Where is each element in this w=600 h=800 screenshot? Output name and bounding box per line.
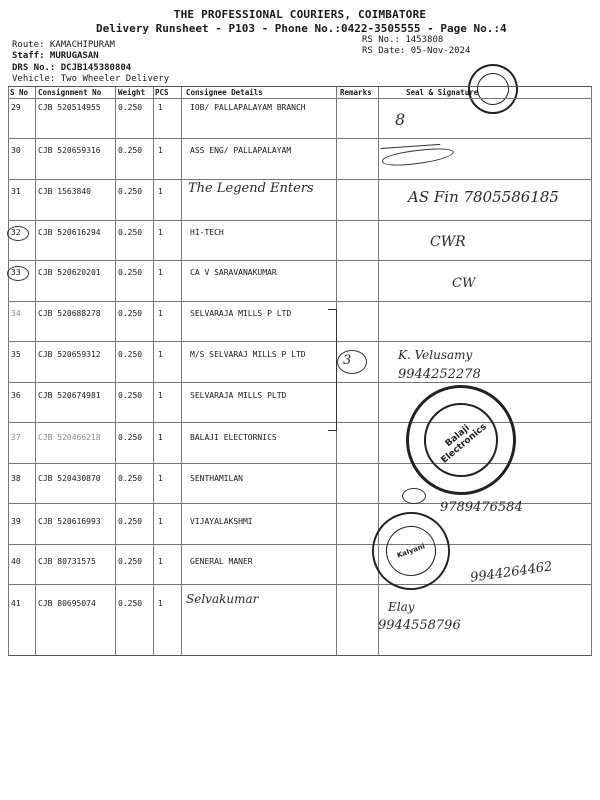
row-40-signature-phone: 9944264462 xyxy=(469,559,554,586)
row-34-consignee: SELVARAJA MILLS P LTD xyxy=(190,309,292,318)
row-34-weight: 0.250 xyxy=(118,309,143,318)
row-35-remark: 3 xyxy=(343,353,352,368)
row-33-consignment: CJB 520620201 xyxy=(38,268,101,277)
row-30-pcs: 1 xyxy=(158,146,163,155)
row-32-weight: 0.250 xyxy=(118,228,143,237)
balaji-stamp-text: Balaji Electronics xyxy=(439,422,489,466)
row-38-pcs: 1 xyxy=(158,474,163,483)
row-34-sno: 34 xyxy=(11,309,21,318)
row-31-sno: 31 xyxy=(11,187,21,196)
rs-date: RS Date: 05-Nov-2024 xyxy=(362,46,471,56)
row-37-weight: 0.250 xyxy=(118,433,143,442)
row-31-signature: AS Fin 7805586185 xyxy=(408,188,559,206)
row-41-signature-phone: 9944558796 xyxy=(378,618,461,633)
row-32-consignee: HI-TECH xyxy=(190,228,224,237)
row-29-remark-mark: 8 xyxy=(395,110,406,129)
col-consignee: Consignee Details xyxy=(186,88,263,97)
row-36-sno: 36 xyxy=(11,391,21,400)
row-41-pcs: 1 xyxy=(158,599,163,608)
row-39-pcs: 1 xyxy=(158,517,163,526)
row-40-weight: 0.250 xyxy=(118,557,143,566)
row-30-consignee: ASS ENG/ PALLAPALAYAM xyxy=(190,146,292,155)
row-38-signature-phone: 9789476584 xyxy=(440,500,523,515)
vehicle-label: Vehicle: Two Wheeler Delivery xyxy=(12,74,170,84)
row-36-weight: 0.250 xyxy=(118,391,143,400)
row-41-consignee-handwritten: Selvakumar xyxy=(186,592,259,606)
row-30-weight: 0.250 xyxy=(118,146,143,155)
row-35-consignee: M/S SELVARAJ MILLS P LTD xyxy=(190,350,306,359)
row-40-consignment: CJB 80731575 xyxy=(38,557,96,566)
drs-label: DRS No.: DCJB145380804 xyxy=(12,63,132,73)
row-32-sno: 32 xyxy=(11,228,21,237)
row-40-consignee: GENERAL MANER xyxy=(190,557,253,566)
row-29-consignee: IOB/ PALLAPALAYAM BRANCH xyxy=(190,103,306,112)
row-39-weight: 0.250 xyxy=(118,517,143,526)
row-37-sno: 37 xyxy=(11,433,21,442)
row-36-consignee: SELVARAJA MILLS PLTD xyxy=(190,391,287,400)
col-sno: S No xyxy=(10,88,29,97)
row-35-consignment: CJB 520659312 xyxy=(38,350,101,359)
row-37-pcs: 1 xyxy=(158,433,163,442)
row-41-sno: 41 xyxy=(11,599,21,608)
staff-label: Staff: MURUGASAN xyxy=(12,51,99,61)
row-30-sno: 30 xyxy=(11,146,21,155)
row-41-signature-name: Elay xyxy=(388,600,415,614)
kalyani-stamp-text: Kalyani xyxy=(395,542,427,560)
col-pcs: PCS xyxy=(155,88,169,97)
col-consignment: Consignment No xyxy=(38,88,102,97)
row-31-consignee-handwritten: The Legend Enters xyxy=(188,181,314,196)
row-35-signature-phone: 9944252278 xyxy=(398,367,481,382)
row-34-pcs: 1 xyxy=(158,309,163,318)
row-29-consignment: CJB 520514955 xyxy=(38,103,101,112)
route-label: Route: KAMACHIPURAM xyxy=(12,40,115,50)
row-37-consignee: BALAJI ELECTORNICS xyxy=(190,433,277,442)
company-title: THE PROFESSIONAL COURIERS, COIMBATORE xyxy=(173,8,427,21)
row-38-consignment: CJB 520430870 xyxy=(38,474,101,483)
row-35-pcs: 1 xyxy=(158,350,163,359)
row-31-weight: 0.250 xyxy=(118,187,143,196)
row-37-consignment: CJB 520466218 xyxy=(38,433,101,442)
row-35-sno: 35 xyxy=(11,350,21,359)
row-34-consignment: CJB 520688278 xyxy=(38,309,101,318)
row-29-weight: 0.250 xyxy=(118,103,143,112)
runsheet-line: Delivery Runsheet - P103 - Phone No.:0422-3505555 - Page No.:4 xyxy=(96,22,507,35)
row-36-consignment: CJB 520674981 xyxy=(38,391,101,400)
row-41-consignment: CJB 80695074 xyxy=(38,599,96,608)
row-33-sno: 33 xyxy=(11,268,21,277)
row-39-sno: 39 xyxy=(11,517,21,526)
row-32-signature: CWR xyxy=(430,234,466,250)
col-remarks: Remarks xyxy=(340,88,372,97)
row-40-pcs: 1 xyxy=(158,557,163,566)
row-38-weight: 0.250 xyxy=(118,474,143,483)
row-38-sno: 38 xyxy=(11,474,21,483)
row-35-signature-name: K. Velusamy xyxy=(398,348,473,362)
row-40-sno: 40 xyxy=(11,557,21,566)
row-36-pcs: 1 xyxy=(158,391,163,400)
row-39-consignment: CJB 520616993 xyxy=(38,517,101,526)
row-31-consignment: CJB 1563840 xyxy=(38,187,91,196)
row-33-consignee: CA V SARAVANAKUMAR xyxy=(190,268,277,277)
row-41-weight: 0.250 xyxy=(118,599,143,608)
row-29-pcs: 1 xyxy=(158,103,163,112)
row-39-consignee: VIJAYALAKSHMI xyxy=(190,517,253,526)
row-38-consignee: SENTHAMILAN xyxy=(190,474,243,483)
row-30-consignment: CJB 520659316 xyxy=(38,146,101,155)
row-35-weight: 0.250 xyxy=(118,350,143,359)
col-seal-signature: Seal & Signature xyxy=(406,88,479,97)
row-33-signature: CW xyxy=(452,276,476,291)
row-33-pcs: 1 xyxy=(158,268,163,277)
row-32-consignment: CJB 520616294 xyxy=(38,228,101,237)
row-29-sno: 29 xyxy=(11,103,21,112)
row-31-pcs: 1 xyxy=(158,187,163,196)
rs-number: RS No.: 1453808 xyxy=(362,35,444,45)
row-32-pcs: 1 xyxy=(158,228,163,237)
row-33-weight: 0.250 xyxy=(118,268,143,277)
col-weight: Weight xyxy=(118,88,146,97)
